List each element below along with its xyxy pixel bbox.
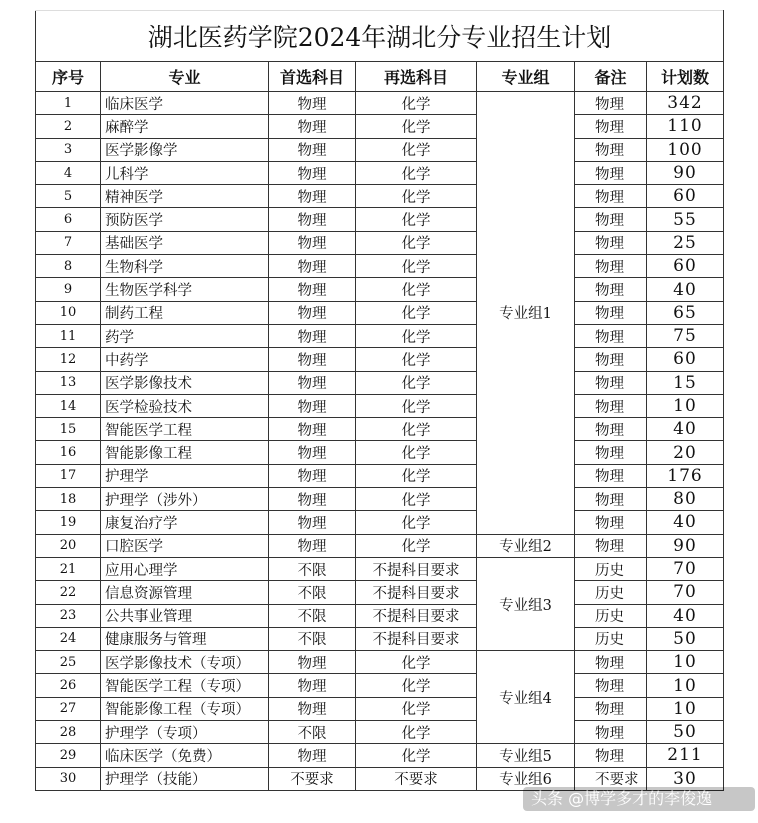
table-row — [36, 581, 724, 604]
row-number: 12 — [36, 348, 101, 371]
note: 物理 — [575, 255, 647, 278]
table-row — [36, 721, 724, 744]
second-subject: 化学 — [356, 721, 477, 744]
first-subject: 不限 — [269, 627, 356, 650]
note: 历史 — [575, 627, 647, 650]
second-subject: 化学 — [356, 394, 477, 417]
plan-count: 55 — [647, 208, 724, 231]
major-name: 护理学（涉外） — [101, 488, 269, 511]
major-name: 临床医学（免费） — [101, 744, 269, 767]
note: 物理 — [575, 231, 647, 254]
second-subject: 化学 — [356, 744, 477, 767]
first-subject: 不限 — [269, 721, 356, 744]
major-name: 口腔医学 — [101, 534, 269, 557]
second-subject: 化学 — [356, 534, 477, 557]
major-name: 预防医学 — [101, 208, 269, 231]
major-group: 专业组2 — [477, 534, 575, 557]
second-subject: 化学 — [356, 464, 477, 487]
note: 物理 — [575, 348, 647, 371]
row-number: 23 — [36, 604, 101, 627]
plan-count: 342 — [647, 92, 724, 115]
table-row — [36, 627, 724, 650]
plan-count: 40 — [647, 604, 724, 627]
first-subject: 物理 — [269, 185, 356, 208]
major-name: 医学影像学 — [101, 138, 269, 161]
first-subject: 物理 — [269, 208, 356, 231]
major-name: 基础医学 — [101, 231, 269, 254]
plan-count: 25 — [647, 231, 724, 254]
major-name: 护理学 — [101, 464, 269, 487]
plan-count: 60 — [647, 185, 724, 208]
first-subject: 物理 — [269, 488, 356, 511]
table-row — [36, 371, 724, 394]
table-row — [36, 278, 724, 301]
row-number: 27 — [36, 697, 101, 720]
second-subject: 不提科目要求 — [356, 557, 477, 580]
second-subject: 化学 — [356, 511, 477, 534]
note: 物理 — [575, 441, 647, 464]
table-row — [36, 115, 724, 138]
major-name: 智能医学工程 — [101, 418, 269, 441]
second-subject: 化学 — [356, 278, 477, 301]
major-name: 医学影像技术 — [101, 371, 269, 394]
first-subject: 物理 — [269, 394, 356, 417]
row-number: 26 — [36, 674, 101, 697]
note: 物理 — [575, 418, 647, 441]
first-subject: 不限 — [269, 557, 356, 580]
major-name: 护理学（技能） — [101, 767, 269, 790]
first-subject: 不要求 — [269, 767, 356, 790]
table-row — [36, 511, 724, 534]
table-row — [36, 208, 724, 231]
row-number: 28 — [36, 721, 101, 744]
second-subject: 化学 — [356, 185, 477, 208]
note: 历史 — [575, 557, 647, 580]
table-row — [36, 464, 724, 487]
first-subject: 物理 — [269, 371, 356, 394]
major-name: 儿科学 — [101, 161, 269, 184]
second-subject: 化学 — [356, 324, 477, 347]
plan-count: 10 — [647, 674, 724, 697]
first-subject: 物理 — [269, 161, 356, 184]
table-row — [36, 161, 724, 184]
second-subject: 化学 — [356, 488, 477, 511]
first-subject: 物理 — [269, 464, 356, 487]
major-group: 专业组6 — [477, 767, 575, 790]
first-subject: 物理 — [269, 511, 356, 534]
header-major: 专业 — [101, 62, 269, 92]
note: 物理 — [575, 744, 647, 767]
table-row — [36, 394, 724, 417]
first-subject: 物理 — [269, 674, 356, 697]
major-name: 智能医学工程（专项） — [101, 674, 269, 697]
watermark: 头条 @博学多才的李俊逸 — [523, 787, 755, 811]
table-row — [36, 604, 724, 627]
row-number: 15 — [36, 418, 101, 441]
note: 物理 — [575, 371, 647, 394]
table-row — [36, 185, 724, 208]
row-number: 16 — [36, 441, 101, 464]
note: 物理 — [575, 301, 647, 324]
plan-count: 30 — [647, 767, 724, 790]
plan-count: 80 — [647, 488, 724, 511]
second-subject: 化学 — [356, 674, 477, 697]
header-plan: 计划数 — [647, 62, 724, 92]
note: 历史 — [575, 604, 647, 627]
first-subject: 物理 — [269, 697, 356, 720]
second-subject: 化学 — [356, 92, 477, 115]
second-subject: 化学 — [356, 371, 477, 394]
table-row — [36, 651, 724, 674]
note: 物理 — [575, 92, 647, 115]
second-subject: 不要求 — [356, 767, 477, 790]
plan-count: 10 — [647, 651, 724, 674]
first-subject: 物理 — [269, 278, 356, 301]
note: 物理 — [575, 115, 647, 138]
admission-plan-table — [35, 10, 724, 791]
plan-count: 10 — [647, 697, 724, 720]
second-subject: 化学 — [356, 348, 477, 371]
table-row — [36, 557, 724, 580]
major-group: 专业组1 — [477, 92, 575, 535]
plan-count: 60 — [647, 255, 724, 278]
header-note: 备注 — [575, 62, 647, 92]
row-number: 4 — [36, 161, 101, 184]
plan-count: 90 — [647, 534, 724, 557]
first-subject: 物理 — [269, 534, 356, 557]
page-title: 湖北医药学院2024年湖北分专业招生计划 — [36, 11, 724, 62]
note: 物理 — [575, 208, 647, 231]
first-subject: 物理 — [269, 92, 356, 115]
plan-count: 10 — [647, 394, 724, 417]
major-group: 专业组4 — [477, 651, 575, 744]
second-subject: 化学 — [356, 255, 477, 278]
second-subject: 化学 — [356, 208, 477, 231]
note: 物理 — [575, 721, 647, 744]
plan-count: 50 — [647, 721, 724, 744]
major-name: 制药工程 — [101, 301, 269, 324]
row-number: 2 — [36, 115, 101, 138]
table-row — [36, 255, 724, 278]
note: 物理 — [575, 511, 647, 534]
major-name: 医学影像技术（专项） — [101, 651, 269, 674]
note: 物理 — [575, 464, 647, 487]
table-row — [36, 674, 724, 697]
note: 物理 — [575, 674, 647, 697]
second-subject: 化学 — [356, 651, 477, 674]
note: 物理 — [575, 534, 647, 557]
first-subject: 物理 — [269, 231, 356, 254]
row-number: 10 — [36, 301, 101, 324]
row-number: 6 — [36, 208, 101, 231]
header-first-subject: 首选科目 — [269, 62, 356, 92]
second-subject: 化学 — [356, 161, 477, 184]
header-row — [36, 62, 724, 92]
row-number: 29 — [36, 744, 101, 767]
row-number: 3 — [36, 138, 101, 161]
major-name: 生物医学科学 — [101, 278, 269, 301]
row-number: 22 — [36, 581, 101, 604]
major-group: 专业组5 — [477, 744, 575, 767]
major-name: 麻醉学 — [101, 115, 269, 138]
row-number: 7 — [36, 231, 101, 254]
first-subject: 不限 — [269, 604, 356, 627]
row-number: 1 — [36, 92, 101, 115]
note: 不要求 — [575, 767, 647, 790]
table-row — [36, 324, 724, 347]
plan-count: 100 — [647, 138, 724, 161]
row-number: 9 — [36, 278, 101, 301]
second-subject: 化学 — [356, 301, 477, 324]
plan-count: 40 — [647, 418, 724, 441]
note: 物理 — [575, 697, 647, 720]
second-subject: 化学 — [356, 231, 477, 254]
header-group: 专业组 — [477, 62, 575, 92]
header-second-subject: 再选科目 — [356, 62, 477, 92]
row-number: 20 — [36, 534, 101, 557]
note: 物理 — [575, 394, 647, 417]
note: 物理 — [575, 278, 647, 301]
row-number: 14 — [36, 394, 101, 417]
major-name: 临床医学 — [101, 92, 269, 115]
major-name: 医学检验技术 — [101, 394, 269, 417]
row-number: 5 — [36, 185, 101, 208]
major-name: 公共事业管理 — [101, 604, 269, 627]
major-name: 智能影像工程 — [101, 441, 269, 464]
header-no: 序号 — [36, 62, 101, 92]
table-row — [36, 418, 724, 441]
row-number: 21 — [36, 557, 101, 580]
major-name: 精神医学 — [101, 185, 269, 208]
plan-count: 40 — [647, 511, 724, 534]
major-name: 药学 — [101, 324, 269, 347]
first-subject: 物理 — [269, 115, 356, 138]
second-subject: 化学 — [356, 441, 477, 464]
row-number: 8 — [36, 255, 101, 278]
major-name: 应用心理学 — [101, 557, 269, 580]
major-name: 智能影像工程（专项） — [101, 697, 269, 720]
plan-count: 176 — [647, 464, 724, 487]
table-row — [36, 348, 724, 371]
major-name: 生物科学 — [101, 255, 269, 278]
first-subject: 物理 — [269, 348, 356, 371]
note: 物理 — [575, 185, 647, 208]
plan-count: 211 — [647, 744, 724, 767]
note: 历史 — [575, 581, 647, 604]
second-subject: 不提科目要求 — [356, 581, 477, 604]
first-subject: 物理 — [269, 651, 356, 674]
table-row — [36, 441, 724, 464]
second-subject: 化学 — [356, 115, 477, 138]
row-number: 11 — [36, 324, 101, 347]
table-row — [36, 488, 724, 511]
row-number: 24 — [36, 627, 101, 650]
plan-count: 65 — [647, 301, 724, 324]
table-row — [36, 534, 724, 557]
row-number: 30 — [36, 767, 101, 790]
major-name: 信息资源管理 — [101, 581, 269, 604]
table-row — [36, 138, 724, 161]
second-subject: 化学 — [356, 697, 477, 720]
plan-count: 40 — [647, 278, 724, 301]
plan-count: 90 — [647, 161, 724, 184]
plan-count: 15 — [647, 371, 724, 394]
first-subject: 物理 — [269, 744, 356, 767]
plan-count: 70 — [647, 581, 724, 604]
major-name: 康复治疗学 — [101, 511, 269, 534]
row-number: 17 — [36, 464, 101, 487]
plan-count: 110 — [647, 115, 724, 138]
major-group: 专业组3 — [477, 557, 575, 650]
row-number: 18 — [36, 488, 101, 511]
first-subject: 物理 — [269, 255, 356, 278]
note: 物理 — [575, 651, 647, 674]
row-number: 25 — [36, 651, 101, 674]
table-row — [36, 744, 724, 767]
first-subject: 物理 — [269, 418, 356, 441]
plan-count: 50 — [647, 627, 724, 650]
table-row — [36, 301, 724, 324]
plan-count: 75 — [647, 324, 724, 347]
plan-count: 70 — [647, 557, 724, 580]
second-subject: 不提科目要求 — [356, 604, 477, 627]
plan-count: 60 — [647, 348, 724, 371]
second-subject: 不提科目要求 — [356, 627, 477, 650]
note: 物理 — [575, 161, 647, 184]
first-subject: 物理 — [269, 324, 356, 347]
note: 物理 — [575, 488, 647, 511]
major-name: 护理学（专项） — [101, 721, 269, 744]
table-row — [36, 231, 724, 254]
first-subject: 不限 — [269, 581, 356, 604]
first-subject: 物理 — [269, 138, 356, 161]
table-row — [36, 92, 724, 115]
major-name: 中药学 — [101, 348, 269, 371]
row-number: 19 — [36, 511, 101, 534]
table-row — [36, 697, 724, 720]
plan-count: 20 — [647, 441, 724, 464]
note: 物理 — [575, 138, 647, 161]
first-subject: 物理 — [269, 441, 356, 464]
row-number: 13 — [36, 371, 101, 394]
note: 物理 — [575, 324, 647, 347]
second-subject: 化学 — [356, 418, 477, 441]
second-subject: 化学 — [356, 138, 477, 161]
major-name: 健康服务与管理 — [101, 627, 269, 650]
first-subject: 物理 — [269, 301, 356, 324]
